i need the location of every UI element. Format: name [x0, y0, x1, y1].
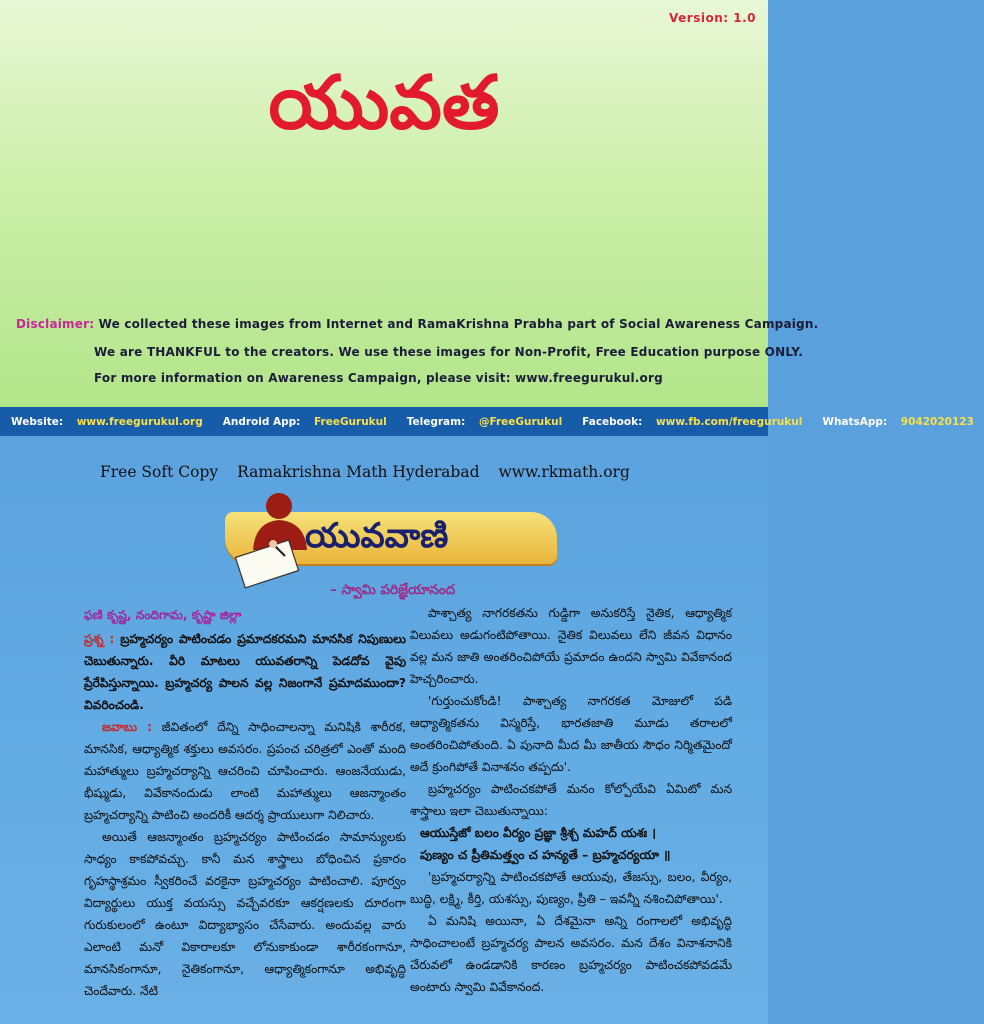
question-text: బ్రహ్మచర్యం పాటించడం ప్రమాదకరమని మానసిక నిపుణులు చెబుతున్నారు. వీరి మాటలు యువతరాన్ని పెడదోవ వైపు ప్రేరేపిస్తున్నాయి. బ్రహ్మచర్య పాలన వల్ల నిజంగానే ప్రమాదముందా? వివరించండి.: [84, 632, 406, 712]
banner-title: యువవాణి: [305, 516, 449, 556]
header-free-copy: Free Soft Copy: [100, 463, 219, 481]
writing-person-icon: [233, 490, 331, 582]
facebook-link[interactable]: www.fb.com/freegurukul: [655, 415, 803, 428]
verse-line-1: ఆయుస్తేజో బలం వీర్యం ప్రజ్ఞా శ్రీశ్చ మహద్ యశః ।: [420, 826, 656, 840]
article-page: [0, 436, 768, 1024]
telegram-label: Telegram:: [406, 415, 466, 428]
website-link[interactable]: www.freegurukul.org: [76, 415, 203, 428]
question-from: ఫణి కృష్ణ, నందిగామ, కృష్ణా జిల్లా: [84, 608, 242, 622]
website-label: Website:: [11, 415, 64, 428]
android-app-link[interactable]: FreeGurukul: [314, 415, 387, 428]
right-paragraph-1: పాశ్చాత్య నాగరకతను గుడ్డిగా అనుకరిస్తే నైతిక, ఆధ్యాత్మిక విలువలు అడుగంటిపోతాయి. నైతిక విలువలు లేని జీవన విధానం వల్ల మన జాతి అంతరించిపోయే ప్రమాదం ఉందని స్వామి వివేకానంద హెచ్చరించారు.: [410, 606, 732, 686]
question-label: ప్రశ్న :: [84, 632, 115, 646]
right-paragraph-4: 'బ్రహ్మచర్యాన్ని పాటించకపోతే ఆయువు, తేజస్సు, బలం, వీర్యం, బుద్ధి, లక్ష్మి, కీర్తి, యశస్సు, పుణ్యం, ప్రీతి – ఇవన్నీ నశించిపోతాయి'.: [410, 870, 732, 906]
disclaimer-line-1: [16, 317, 818, 331]
whatsapp-label: WhatsApp:: [822, 415, 888, 428]
page-header: [100, 463, 644, 481]
right-paragraph-2: 'గుర్తుంచుకోండి! పాశ్చాత్య నాగరకత మోజులో పడి ఆధ్యాత్మికతను విస్మరిస్తే, భారతజాతి మూడు తరాలలో అంతరించిపోతుంది. ఏ పునాది మీద మీ జాతీయ సౌధం నిర్మితమైందో అదే క్రుంగిపోతే వినాశనం తప్పదు'.: [410, 694, 732, 774]
question-paragraph: [84, 628, 406, 716]
left-column: [84, 604, 406, 1002]
facebook-label: Facebook:: [582, 415, 643, 428]
cover-title: యువత: [268, 60, 500, 146]
disclaimer-text-1: We collected these images from Internet and RamaKrishna Prabha part of Social Awareness Campaign.: [98, 317, 819, 331]
yuvavani-banner: [205, 490, 560, 574]
whatsapp-number[interactable]: 9042020123: [900, 415, 974, 428]
right-paragraph-5: ఏ మనిషి అయినా, ఏ దేశమైనా అన్ని రంగాలలో అభివృద్ధి సాధించాలంటే బ్రహ్మచర్య పాలన అవసరం. మన దేశం వినాశనానికి చేరువలో ఉండడానికి కారణం బ్రహ్మచర్యం పాటించకపోవడమే అంటారు స్వామి వివేకానంద.: [410, 914, 732, 994]
disclaimer-line-2: We are THANKFUL to the creators. We use these images for Non-Profit, Free Education purpose ONLY.: [94, 345, 803, 359]
answer-paragraph-2: అయితే ఆజన్మాంతం బ్రహ్మచర్యం పాటించడం సామాన్యులకు సాధ్యం కాకపోవచ్చు. కానీ మన శాస్త్రాలు బోధించిన ప్రకారం గృహస్థాశ్రమం స్వీకరించే వరకైనా బ్రహ్మచర్యం పాటించాలి. పూర్వం విద్యార్థులు యుక్త వయస్సు వచ్చేవరకూ ఆకర్షణలకు దూరంగా గురుకులంలో ఉంటూ విద్యాభ్యాసం చేసేవారు. అందువల్ల వారు ఎలాంటి మనో వికారాలకూ లోనుకాకుండా శారీరకంగానూ, మానసికంగానూ, నైతికంగానూ, ఆధ్యాత్మికంగానూ అభివృద్ధి చెందేవారు. నేటి: [84, 830, 406, 998]
right-paragraph-3: బ్రహ్మచర్యం పాటించకపోతే మనం కోల్పోయేవి ఏమిటో మన శాస్త్రాలు ఇలా చెబుతున్నాయి:: [410, 782, 732, 818]
answer-paragraph-1: [84, 716, 406, 826]
android-label: Android App:: [222, 415, 301, 428]
answer-text-1: జీవితంలో దేన్ని సాధించాలన్నా మనిషికి శారీరక, మానసిక, ఆధ్యాత్మిక శక్తులు అవసరం. ప్రపంచ చరిత్రలో ఎంతో మంది మహాత్ములు బ్రహ్మచర్యాన్ని ఆచరించి చూపించారు. ఆంజనేయుడు, భీష్ముడు, వివేకానందుడు లాంటి మహాత్ములు ఆజన్మాంతం బ్రహ్మచర్యాన్ని పాటించి అందరికీ ఆదర్శ ప్రాయులుగా నిలిచారు.: [84, 720, 406, 822]
verse-line-2: పుణ్యం చ ప్రీతిమత్త్వం చ హన్యతే – బ్రహ్మచర్యయా ॥: [420, 848, 671, 862]
cover-section: [0, 0, 819, 407]
disclaimer-label: Disclaimer:: [16, 317, 95, 331]
header-publisher: Ramakrishna Math Hyderabad: [237, 463, 480, 481]
right-column: [410, 602, 732, 998]
answer-label: జవాబు :: [102, 720, 152, 734]
version-label: Version: 1.0: [669, 11, 756, 25]
header-website: www.rkmath.org: [498, 463, 630, 481]
telegram-link[interactable]: @FreeGurukul: [478, 415, 563, 428]
contact-strip: [0, 407, 974, 436]
disclaimer-line-3: For more information on Awareness Campaign, please visit: www.freegurukul.org: [94, 371, 663, 385]
author-name: – స్వామి పరిజ్ఞేయానంద: [330, 582, 456, 598]
